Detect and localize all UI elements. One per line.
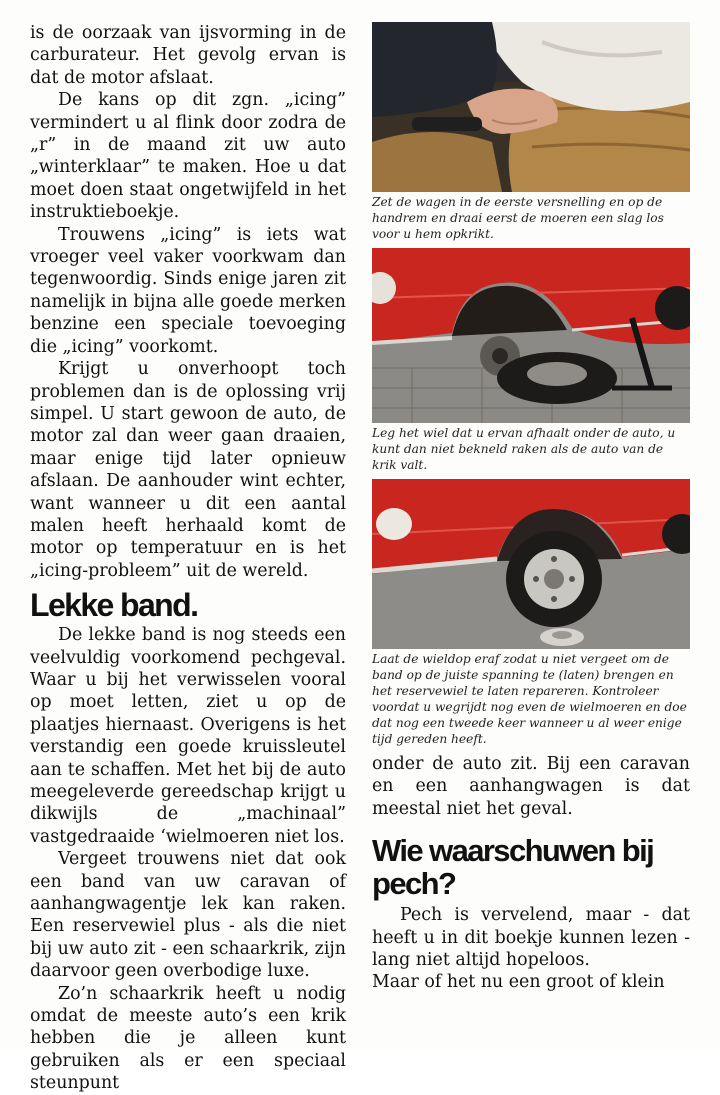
paragraph-lekke-band: De lekke band is nog steeds een veelvuldig voorkomend pechgeval. Waar u bij het verwisselen vooral op moet letten, ziet u op de plaatjes hiernaast. Overigens is het verstandig een goede kruissleutel aan te schaffen. Met het bij de auto meegeleverde gereedschap krijgt u dikwijls de „machinaal” vastgedraaide ‘wielmoeren niet los.	[30, 625, 346, 847]
paragraph-groot-of-klein: Maar of het nu een groot of klein	[372, 972, 665, 993]
paragraph-icing-cause: is de oorzaak van ijsvorming in de carburateur. Het gevolg ervan is dat de motor afslaat.	[30, 23, 346, 88]
paragraph-winterklaar: De kans op dit zgn. „icing” vermindert u al flink door zodra de „r” in de maand zit uw auto „winterklaar” te maken. Hoe u dat moet doen staat ongetwijfeld in het instruktieboekje.	[30, 90, 346, 223]
photo-hubcap	[372, 479, 690, 649]
caption-wheel-under-car: Leg het wiel dat u ervan afhaalt onder de auto, u kunt dan niet bekneld raken als de auto van de krik valt.	[372, 426, 676, 472]
right-column	[372, 22, 690, 994]
photo-wheel-under-car	[372, 248, 690, 423]
paragraph-oplossing: Krijgt u onverhoopt toch problemen dan is de oplossing vrij simpel. U start gewoon de auto, de motor zal dan weer gaan draaien, maar enige tijd later opnieuw afslaan. De aanhouder wint echter, want wanneer u dit een aantal malen heeft herhaald komt de motor op temperatuur en is het „icing-probleem” uit de wereld.	[30, 359, 346, 581]
heading-lekke-band: Lekke band.	[30, 587, 198, 624]
caption-hubcap: Laat de wieldop eraf zodat u niet vergeet om de band op de juiste spanning te (laten) brengen en het reservewiel te laten repareren. Kontroleer voordat u wegrijdt nog even de wielmoeren en doe dat nog een tweede keer wanneer u al weer enige tijd gereden heeft.	[372, 652, 687, 746]
paragraph-onder-de-auto: onder de auto zit. Bij een caravan en een aanhangwagen is dat meestal niet het geval.	[372, 754, 690, 819]
heading-wie-waarschuwen: Wie waarschuwen bij pech?	[372, 833, 654, 902]
paragraph-trouwens-icing: Trouwens „icing” is iets wat vroeger veel vaker voorkwam dan tegenwoordig. Sinds enige jaren zit namelijk in bijna alle goede merken benzine een speciale toevoeging die „icing” voorkomt.	[30, 224, 346, 357]
photo-handbrake	[372, 22, 690, 192]
paragraph-pech-vervelend: Pech is vervelend, maar - dat heeft u in dit boekje kunnen lezen - lang niet altijd hopeloos.	[372, 905, 690, 971]
paragraph-caravan: Vergeet trouwens niet dat ook een band van uw caravan of aanhangwagentje lek kan raken. Een reservewiel plus - als die niet bij uw auto zit - een schaarkrik, zijn daarvoor geen overbodige luxe.	[30, 849, 346, 982]
left-column	[30, 22, 346, 1095]
caption-handbrake: Zet de wagen in de eerste versnelling en op de handrem en draai eerst de moeren een slag los voor u hem opkrikt.	[372, 195, 664, 241]
paragraph-schaarkrik: Zo’n schaarkrik heeft u nodig omdat de meeste auto’s een krik hebben die je alleen kunt gebruiken als er een speciaal steunpunt	[30, 983, 346, 1094]
